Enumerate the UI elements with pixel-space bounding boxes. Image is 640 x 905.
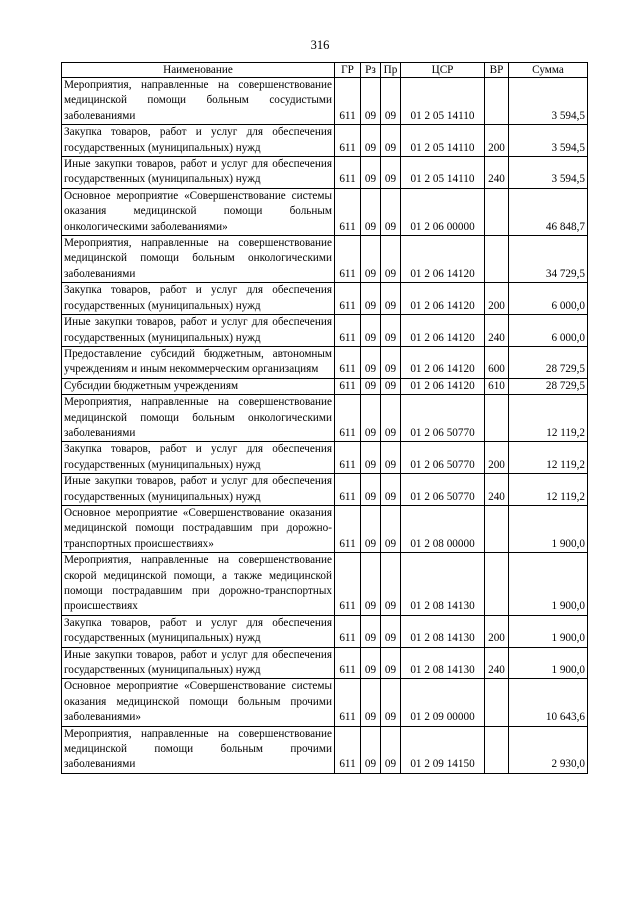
cell-rz: 09 [361, 125, 381, 157]
header-name: Наименование [62, 63, 335, 78]
cell-gr: 611 [335, 442, 361, 474]
cell-vr: 200 [485, 442, 509, 474]
cell-gr: 611 [335, 395, 361, 442]
cell-name: Основное мероприятие «Совершенствование системы оказания медицинской помощи больным онкологическими заболеваниями» [62, 188, 335, 235]
page-number: 316 [310, 38, 330, 52]
cell-pr: 09 [381, 157, 401, 189]
cell-sum: 12 119,2 [509, 442, 588, 474]
cell-pr: 09 [381, 474, 401, 506]
cell-pr: 09 [381, 378, 401, 394]
cell-name: Иные закупки товаров, работ и услуг для обеспечения государственных (муниципальных) нужд [62, 315, 335, 347]
cell-vr: 240 [485, 647, 509, 679]
cell-gr: 611 [335, 474, 361, 506]
cell-sum: 6 000,0 [509, 283, 588, 315]
cell-gr: 611 [335, 378, 361, 394]
header-csr: ЦСР [401, 63, 485, 78]
cell-gr: 611 [335, 188, 361, 235]
cell-name: Мероприятия, направленные на совершенствование скорой медицинской помощи, а также медицинской помощи пострадавшим при дорожно-транспортных происшествиях [62, 553, 335, 616]
cell-vr: 600 [485, 346, 509, 378]
cell-rz: 09 [361, 505, 381, 552]
cell-rz: 09 [361, 378, 381, 394]
cell-vr [485, 78, 509, 125]
cell-csr: 01 2 08 14130 [401, 615, 485, 647]
cell-csr: 01 2 08 14130 [401, 647, 485, 679]
cell-name: Закупка товаров, работ и услуг для обеспечения государственных (муниципальных) нужд [62, 283, 335, 315]
cell-csr: 01 2 06 50770 [401, 395, 485, 442]
header-sum: Сумма [509, 63, 588, 78]
cell-vr [485, 726, 509, 773]
cell-name: Иные закупки товаров, работ и услуг для обеспечения государственных (муниципальных) нужд [62, 157, 335, 189]
cell-rz: 09 [361, 157, 381, 189]
cell-pr: 09 [381, 726, 401, 773]
cell-pr: 09 [381, 346, 401, 378]
cell-sum: 12 119,2 [509, 474, 588, 506]
cell-name: Мероприятия, направленные на совершенствование медицинской помощи больным онкологическими заболеваниями [62, 395, 335, 442]
cell-sum: 28 729,5 [509, 346, 588, 378]
cell-rz: 09 [361, 647, 381, 679]
cell-pr: 09 [381, 188, 401, 235]
cell-pr: 09 [381, 442, 401, 474]
header-rz: Рз [361, 63, 381, 78]
cell-gr: 611 [335, 505, 361, 552]
cell-sum: 1 900,0 [509, 615, 588, 647]
cell-sum: 3 594,5 [509, 78, 588, 125]
table-row [62, 726, 588, 773]
cell-sum: 3 594,5 [509, 157, 588, 189]
cell-sum: 46 848,7 [509, 188, 588, 235]
cell-vr: 240 [485, 315, 509, 347]
cell-pr: 09 [381, 615, 401, 647]
cell-sum: 28 729,5 [509, 378, 588, 394]
cell-csr: 01 2 06 50770 [401, 442, 485, 474]
cell-rz: 09 [361, 474, 381, 506]
cell-csr: 01 2 09 14150 [401, 726, 485, 773]
cell-vr: 200 [485, 615, 509, 647]
cell-vr [485, 679, 509, 726]
cell-name: Закупка товаров, работ и услуг для обеспечения государственных (муниципальных) нужд [62, 125, 335, 157]
cell-rz: 09 [361, 442, 381, 474]
cell-pr: 09 [381, 236, 401, 283]
table-row [62, 236, 588, 283]
cell-name: Субсидии бюджетным учреждениям [62, 378, 335, 394]
cell-vr [485, 236, 509, 283]
cell-sum: 12 119,2 [509, 395, 588, 442]
table-row [62, 474, 588, 506]
cell-vr: 200 [485, 125, 509, 157]
cell-csr: 01 2 06 14120 [401, 236, 485, 283]
cell-rz: 09 [361, 553, 381, 616]
cell-csr: 01 2 06 14120 [401, 346, 485, 378]
cell-gr: 611 [335, 315, 361, 347]
cell-rz: 09 [361, 346, 381, 378]
cell-gr: 611 [335, 236, 361, 283]
cell-name: Иные закупки товаров, работ и услуг для обеспечения государственных (муниципальных) нужд [62, 474, 335, 506]
cell-vr [485, 188, 509, 235]
cell-pr: 09 [381, 679, 401, 726]
cell-vr [485, 505, 509, 552]
cell-name: Основное мероприятие «Совершенствование оказания медицинской помощи пострадавшим при дорожно-транспортных происшествиях» [62, 505, 335, 552]
cell-pr: 09 [381, 315, 401, 347]
cell-gr: 611 [335, 125, 361, 157]
header-vr: ВР [485, 63, 509, 78]
table-row [62, 647, 588, 679]
budget-table [61, 62, 588, 774]
cell-vr: 610 [485, 378, 509, 394]
cell-csr: 01 2 06 50770 [401, 474, 485, 506]
table-row [62, 283, 588, 315]
table-row [62, 188, 588, 235]
header-gr: ГР [335, 63, 361, 78]
cell-pr: 09 [381, 553, 401, 616]
cell-name: Закупка товаров, работ и услуг для обеспечения государственных (муниципальных) нужд [62, 442, 335, 474]
cell-csr: 01 2 06 14120 [401, 315, 485, 347]
cell-gr: 611 [335, 346, 361, 378]
table-body [62, 78, 588, 774]
cell-rz: 09 [361, 726, 381, 773]
cell-pr: 09 [381, 647, 401, 679]
table-row [62, 505, 588, 552]
cell-name: Мероприятия, направленные на совершенствование медицинской помощи больным онкологическими заболеваниями [62, 236, 335, 283]
cell-csr: 01 2 06 00000 [401, 188, 485, 235]
cell-gr: 611 [335, 78, 361, 125]
cell-name: Мероприятия, направленные на совершенствование медицинской помощи больным сосудистыми заболеваниями [62, 78, 335, 125]
cell-sum: 1 900,0 [509, 505, 588, 552]
table-row [62, 553, 588, 616]
cell-vr [485, 553, 509, 616]
cell-csr: 01 2 08 00000 [401, 505, 485, 552]
cell-pr: 09 [381, 505, 401, 552]
cell-rz: 09 [361, 679, 381, 726]
table-row [62, 78, 588, 125]
cell-name: Закупка товаров, работ и услуг для обеспечения государственных (муниципальных) нужд [62, 615, 335, 647]
cell-vr: 240 [485, 157, 509, 189]
cell-rz: 09 [361, 188, 381, 235]
cell-gr: 611 [335, 553, 361, 616]
cell-rz: 09 [361, 78, 381, 125]
cell-sum: 1 900,0 [509, 553, 588, 616]
cell-pr: 09 [381, 395, 401, 442]
table-row [62, 395, 588, 442]
cell-gr: 611 [335, 679, 361, 726]
cell-csr: 01 2 06 14120 [401, 378, 485, 394]
table-row [62, 442, 588, 474]
cell-rz: 09 [361, 315, 381, 347]
table-row [62, 679, 588, 726]
cell-gr: 611 [335, 647, 361, 679]
cell-csr: 01 2 05 14110 [401, 157, 485, 189]
cell-csr: 01 2 09 00000 [401, 679, 485, 726]
cell-vr: 200 [485, 283, 509, 315]
cell-gr: 611 [335, 157, 361, 189]
cell-csr: 01 2 05 14110 [401, 78, 485, 125]
cell-gr: 611 [335, 615, 361, 647]
cell-sum: 34 729,5 [509, 236, 588, 283]
cell-pr: 09 [381, 78, 401, 125]
table-row [62, 157, 588, 189]
cell-sum: 1 900,0 [509, 647, 588, 679]
table-row [62, 346, 588, 378]
cell-rz: 09 [361, 236, 381, 283]
table-row [62, 378, 588, 394]
cell-sum: 3 594,5 [509, 125, 588, 157]
cell-name: Мероприятия, направленные на совершенствование медицинской помощи больным прочими заболеваниями [62, 726, 335, 773]
table-row [62, 125, 588, 157]
header-row [62, 63, 588, 78]
cell-pr: 09 [381, 283, 401, 315]
cell-vr [485, 395, 509, 442]
cell-rz: 09 [361, 283, 381, 315]
cell-rz: 09 [361, 615, 381, 647]
cell-gr: 611 [335, 726, 361, 773]
cell-rz: 09 [361, 395, 381, 442]
cell-name: Иные закупки товаров, работ и услуг для обеспечения государственных (муниципальных) нужд [62, 647, 335, 679]
cell-name: Предоставление субсидий бюджетным, автономным учреждениям и иным некоммерческим организациям [62, 346, 335, 378]
header-pr: Пр [381, 63, 401, 78]
cell-sum: 6 000,0 [509, 315, 588, 347]
cell-sum: 10 643,6 [509, 679, 588, 726]
cell-pr: 09 [381, 125, 401, 157]
table-header [62, 63, 588, 78]
cell-vr: 240 [485, 474, 509, 506]
table-row [62, 615, 588, 647]
cell-name: Основное мероприятие «Совершенствование системы оказания медицинской помощи больным прочими заболеваниями» [62, 679, 335, 726]
cell-sum: 2 930,0 [509, 726, 588, 773]
table-row [62, 315, 588, 347]
cell-csr: 01 2 08 14130 [401, 553, 485, 616]
cell-csr: 01 2 06 14120 [401, 283, 485, 315]
cell-csr: 01 2 05 14110 [401, 125, 485, 157]
cell-gr: 611 [335, 283, 361, 315]
